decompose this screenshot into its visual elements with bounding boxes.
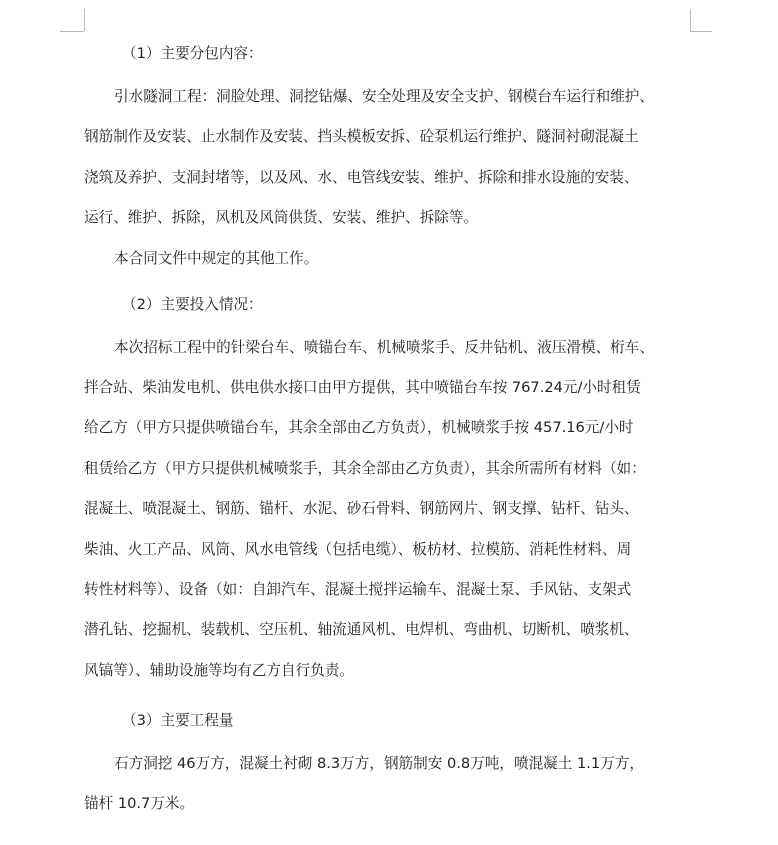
paragraph-line: 本次招标工程中的针梁台车、喷锚台车、机械喷浆手、反井钻机、液压滑模、桁车、 [114, 338, 654, 356]
paragraph-line: 浇筑及养护、支洞封堵等，以及风、水、电管线安装、维护、拆除和排水设施的安装、 [84, 168, 639, 186]
paragraph-line: 锚杆 10.7万米。 [84, 795, 195, 813]
section-heading-subcontract-content: （1）主要分包内容： [122, 45, 263, 62]
paragraph-line: 运行、维护、拆除，风机及风筒供货、安装、维护、拆除等。 [84, 209, 479, 227]
crop-mark-top-right-vertical [690, 9, 691, 31]
section-heading-main-inputs: （2）主要投入情况： [122, 295, 263, 313]
paragraph-line: 柴油、火工产品、风筒、风水电管线（包括电缆）、板枋材、拉模筋、消耗性材料、周 [84, 540, 632, 558]
paragraph-line: 钢筋制作及安装、止水制作及安装、挡头模板安拆、砼泵机运行维护、隧洞衬砌混凝土 [84, 128, 639, 146]
paragraph-line: 风镐等）、辅助设施等均有乙方自行负责。 [84, 661, 354, 679]
paragraph-line: 石方洞挖 46万方，混凝土衬砌 8.3万方，钢筋制安 0.8万吨，喷混凝土 1.1万方， [114, 755, 644, 773]
paragraph-line: 转性材料等）、设备（如：自卸汽车、混凝土搅拌运输车、混凝土泵、手风钻、支架式 [84, 580, 632, 598]
paragraph-line: 本合同文件中规定的其他工作。 [114, 249, 319, 267]
document-body [84, 36, 690, 825]
crop-mark-top-right-horizontal [690, 31, 712, 32]
section-heading-main-quantities: （3）主要工程量 [122, 712, 234, 730]
crop-mark-top-left-vertical [84, 9, 85, 31]
paragraph-main-inputs [84, 328, 690, 692]
paragraph-line: 给乙方（甲方只提供喷锚台车，其余全部由乙方负责），机械喷浆手按 457.16元/小时 [84, 419, 634, 437]
paragraph-other-work [84, 239, 690, 279]
paragraph-main-quantities [84, 744, 690, 825]
paragraph-line: 混凝土、喷混凝土、钢筋、锚杆、水泥、砂石骨料、钢筋网片、钢支撑、钻杆、钻头、 [84, 500, 639, 518]
paragraph-tunnel-works [84, 77, 690, 239]
paragraph-line: 潜孔钻、挖掘机、装载机、空压机、轴流通风机、电焊机、弯曲机、切断机、喷浆机、 [84, 621, 639, 639]
paragraph-line: 引水隧洞工程：洞脸处理、洞挖钻爆、安全处理及安全支护、钢模台车运行和维护、 [114, 88, 654, 105]
paragraph-line: 租赁给乙方（甲方只提供机械喷浆手，其余全部由乙方负责），其余所需所有材料（如： [84, 459, 646, 477]
crop-mark-top-left-horizontal [60, 31, 84, 32]
paragraph-line: 拌合站、柴油发电机、供电供水接口由甲方提供，其中喷锚台车按 767.24元/小时租赁 [84, 378, 641, 396]
